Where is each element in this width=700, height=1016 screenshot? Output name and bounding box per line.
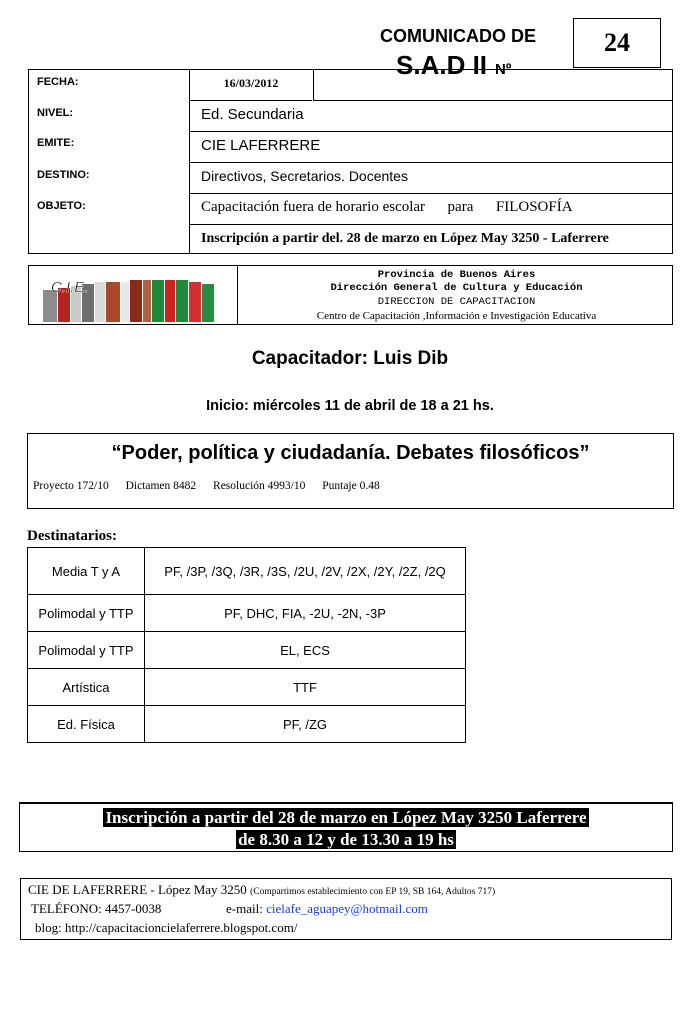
capacitador: Capacitador: Luis Dib [251, 348, 449, 369]
tipo-cell: Ed. Física [28, 706, 145, 743]
inscripcion-line-1 [20, 808, 672, 828]
codigos-cell: PF, DHC, FIA, -2U, -2N, -3P [145, 595, 466, 632]
table-row [28, 548, 466, 595]
destinatarios-table [27, 547, 466, 743]
footer-email-line [226, 901, 428, 917]
dictamen: Dictamen 8482 [125, 480, 197, 492]
info-divider [189, 131, 673, 132]
cie-logo [41, 270, 226, 322]
tipo-cell: Polimodal y TTP [28, 595, 145, 632]
info-divider [313, 100, 673, 101]
info-divider [189, 193, 673, 194]
objeto-label: OBJETO: [37, 200, 86, 212]
comunicado-title: COMUNICADO DE [380, 26, 536, 46]
destino-value: Directivos, Secretarios. Docentes [201, 168, 408, 184]
inscripcion-note: Inscripción a partir del. 28 de marzo en López May 3250 - Laferrere [201, 231, 609, 246]
course-box [27, 433, 674, 509]
puntaje: Puntaje 0.48 [322, 480, 380, 492]
nivel-label: NIVEL: [37, 107, 74, 119]
table-row [28, 632, 466, 669]
email-label: e-mail: [226, 901, 263, 916]
inscripcion-text-2: de 8.30 a 12 y de 13.30 a 19 hs [238, 830, 454, 849]
course-title: “Poder, política y ciudadanía. Debates filosóficos” [111, 442, 590, 464]
resolucion: Resolución 4993/10 [213, 480, 306, 492]
logo-text: C.I.E. [51, 279, 89, 296]
footer-address-line [28, 882, 495, 898]
communique-number: 24 [573, 18, 661, 68]
course-meta [33, 480, 394, 492]
codigos-cell: TTF [145, 669, 466, 706]
inscripcion-box [19, 802, 673, 852]
footer-blog[interactable]: blog: http://capacitacioncielaferrere.blogspot.com/ [35, 920, 298, 935]
codigos-cell: PF, /3P, /3Q, /3R, /3S, /2U, /2V, /2X, /2Y, /2Z, /2Q [145, 548, 466, 595]
objeto-value: Capacitación fuera de horario escolar para FILOSOFÍA [201, 199, 573, 215]
banner-direccion-capacitacion: DIRECCION DE CAPACITACION [377, 296, 536, 308]
nivel-value: Ed. Secundaria [201, 106, 304, 123]
inscripcion-text-1: Inscripción a partir del 28 de marzo en López May 3250 Laferrere [105, 808, 587, 827]
cie-banner [28, 265, 673, 325]
sad-label: S.A.D II [396, 50, 488, 80]
footer-telefono: TELÉFONO: 4457-0038 [31, 901, 162, 916]
inscripcion-line-2 [20, 830, 672, 850]
emite-label: EMITE: [37, 137, 75, 149]
footer [20, 878, 672, 940]
inicio: Inicio: miércoles 11 de abril de 18 a 21 hs. [206, 398, 494, 414]
banner-province: Provincia de Buenos Aires [377, 269, 536, 281]
info-divider [189, 162, 673, 163]
footer-compartimos: (Compartimos establecimiento con EP 19, SB 164, Adultos 717) [250, 887, 496, 897]
tipo-cell: Media T y A [28, 548, 145, 595]
tipo-cell: Artística [28, 669, 145, 706]
number-sign: Nº [495, 61, 512, 78]
info-divider [313, 70, 314, 100]
fecha-value: 16/03/2012 [223, 76, 279, 90]
destinatarios-label: Destinatarios: [27, 528, 117, 544]
banner-direccion-general: Dirección General de Cultura y Educación [330, 282, 583, 294]
table-row [28, 706, 466, 743]
proyecto: Proyecto 172/10 [33, 480, 109, 492]
info-divider [189, 224, 673, 225]
emite-value: CIE LAFERRERE [201, 137, 321, 154]
codigos-cell: PF, /ZG [145, 706, 466, 743]
codigos-cell: EL, ECS [145, 632, 466, 669]
destino-label: DESTINO: [37, 169, 90, 181]
footer-cie: CIE DE LAFERRERE - López May 3250 [28, 882, 247, 897]
fecha-label: FECHA: [37, 76, 79, 88]
banner-divider [237, 266, 238, 324]
tipo-cell: Polimodal y TTP [28, 632, 145, 669]
table-row [28, 595, 466, 632]
info-table [28, 69, 673, 254]
table-row [28, 669, 466, 706]
email-link[interactable]: cielafe_aguapey@hotmail.com [266, 901, 428, 916]
banner-centro: Centro de Capacitación ,Información e Investigación Educativa [316, 310, 597, 322]
info-divider [189, 100, 312, 101]
